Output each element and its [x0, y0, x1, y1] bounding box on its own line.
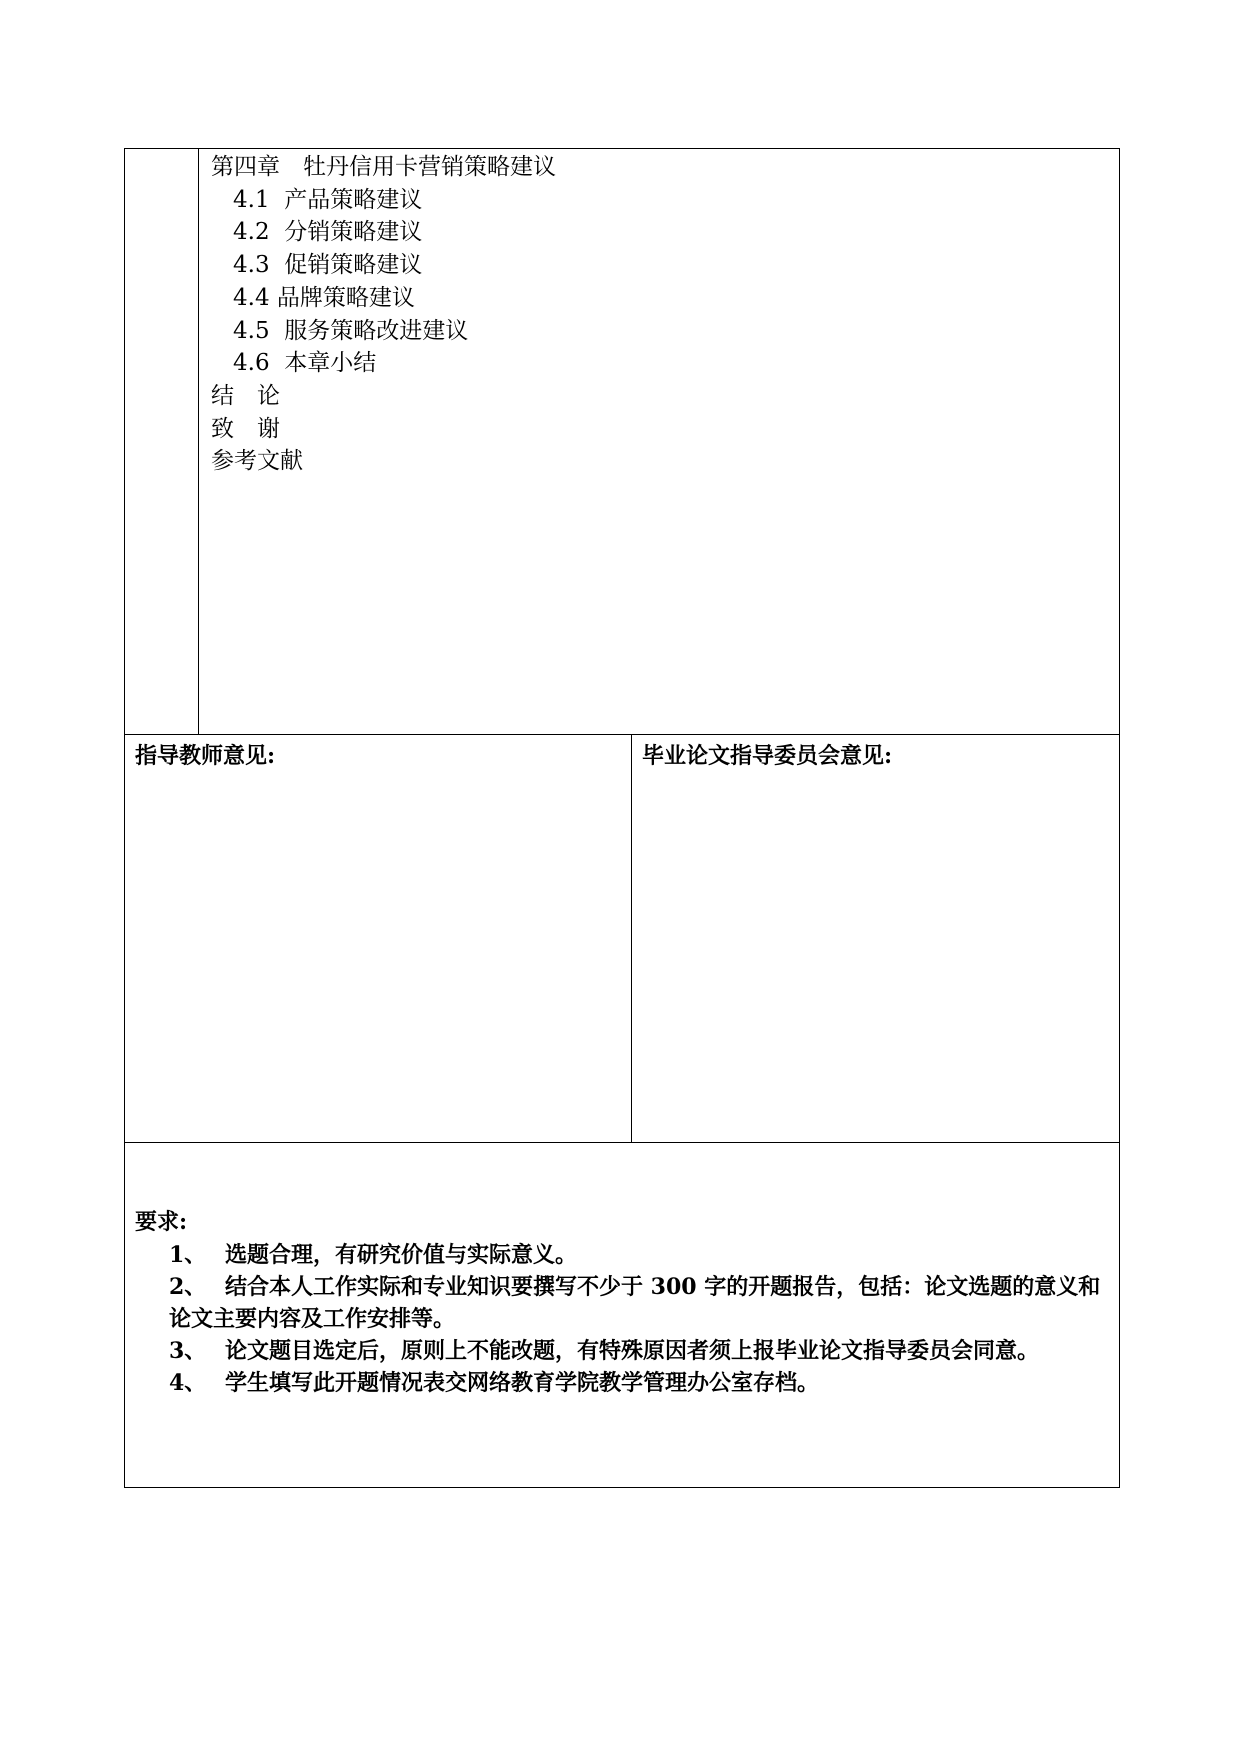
requirement-text: 结合本人工作实际和专业知识要撰写不少于 300 字的开题报告，包括：论文选题的意义和论文主要内容及工作安排等。: [169, 1274, 1101, 1332]
requirement-item: [169, 1335, 1109, 1367]
committee-opinion-cell[interactable]: [632, 735, 1119, 1142]
requirements-section: [125, 1143, 1119, 1487]
committee-opinion-label: 毕业论文指导委员会意见:: [642, 743, 893, 769]
requirements-heading: 要求:: [135, 1209, 188, 1235]
requirement-number: 1、: [169, 1242, 207, 1268]
requirement-text: 选题合理，有研究价值与实际意义。: [225, 1242, 578, 1268]
outline-section-item: 4.6 本章小结: [233, 350, 377, 377]
requirement-item: [169, 1271, 1109, 1335]
advisor-opinion-cell[interactable]: [125, 735, 632, 1142]
references-heading: 参考文献: [211, 448, 303, 475]
outline-section-item: 4.2 分销策略建议: [233, 219, 423, 246]
requirement-number: 2、: [169, 1274, 207, 1300]
requirement-item: [169, 1239, 1109, 1271]
requirements-list: [169, 1239, 1109, 1399]
requirement-text: 学生填写此开题情况表交网络教育学院教学管理办公室存档。: [225, 1370, 820, 1396]
outline-content: [211, 151, 556, 478]
outline-section-item: 4.3 促销策略建议: [233, 252, 423, 279]
outline-section-item: 4.4 品牌策略建议: [233, 284, 415, 311]
acknowledgement-heading: 致 谢: [211, 415, 280, 442]
requirement-item: [169, 1367, 1109, 1399]
report-table: [124, 148, 1120, 1488]
conclusion-heading: 结 论: [211, 382, 280, 409]
requirement-number: 4、: [169, 1370, 207, 1396]
requirement-number: 3、: [169, 1338, 207, 1364]
chapter-title: 第四章 牡丹信用卡营销策略建议: [211, 154, 556, 180]
outline-section-item: 4.1 产品策略建议: [233, 186, 423, 213]
advisor-opinion-label: 指导教师意见:: [135, 743, 276, 769]
outline-section: [125, 149, 1119, 735]
requirement-text: 论文题目选定后，原则上不能改题，有特殊原因者须上报毕业论文指导委员会同意。: [225, 1338, 1040, 1364]
opinion-section: [125, 735, 1119, 1143]
outline-label-column: [125, 149, 199, 734]
outline-section-item: 4.5 服务策略改进建议: [233, 317, 469, 344]
